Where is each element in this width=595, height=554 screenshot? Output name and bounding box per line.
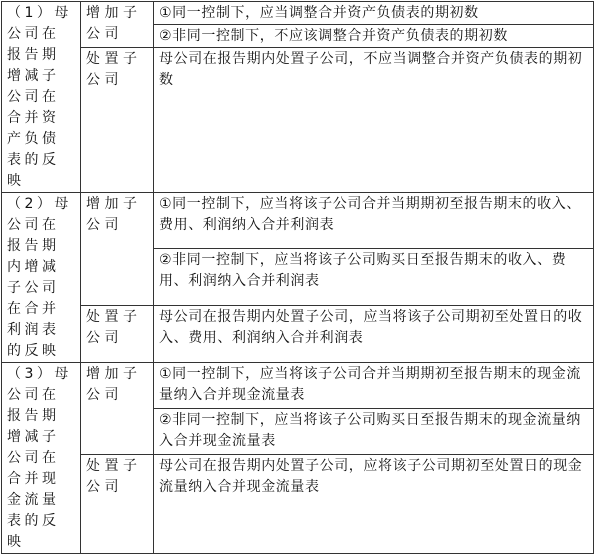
table-row xyxy=(2,193,594,249)
category-cell: （3）母公司在报告期增减子公司在合并现金流量表的反映 xyxy=(2,363,81,554)
rule-cell: ①同一控制下，应当将该子公司合并当期期初至报告期末的收入、费用、利润纳入合并利润表 xyxy=(154,193,594,249)
rule-cell: ①同一控制下，应当调整合并资产负债表的期初数 xyxy=(154,2,594,25)
type-cell: 增加子公司 xyxy=(81,193,154,306)
rule-cell: ①同一控制下，应当将该子公司合并当期期初至报告期末的现金流量纳入合并现金流量表 xyxy=(154,363,594,409)
table-row xyxy=(2,2,594,25)
rule-cell: 母公司在报告期内处置子公司，应将该子公司期初至处置日的现金流量纳入合并现金流量表 xyxy=(154,455,594,554)
rule-cell: ②非同一控制下，应当将该子公司购买日至报告期末的现金流量纳入合并现金流量表 xyxy=(154,409,594,455)
table-row xyxy=(2,455,594,532)
category-cell: （1）母公司在报告期增减子公司在合并资产负债表的反映 xyxy=(2,2,81,193)
rule-cell: 母公司在报告期内处置子公司，不应当调整合并资产负债表的期初数 xyxy=(154,48,594,193)
type-cell: 增加子公司 xyxy=(81,363,154,455)
rule-cell: ②非同一控制下，不应该调整合并资产负债表的期初数 xyxy=(154,25,594,48)
rule-cell: ②非同一控制下，应当将该子公司购买日至报告期末的收入、费用、利润纳入合并利润表 xyxy=(154,248,594,305)
type-cell: 处置子公司 xyxy=(81,305,154,362)
rule-cell: 母公司在报告期内处置子公司，应当将该子公司期初至处置日的收入、费用、利润纳入合并利润表 xyxy=(154,305,594,362)
consolidation-rules-table xyxy=(1,1,594,554)
type-cell: 增加子公司 xyxy=(81,2,154,48)
table-row xyxy=(2,48,594,127)
table-row xyxy=(2,305,594,362)
table-row xyxy=(2,363,594,409)
type-cell: 处置子公司 xyxy=(81,48,154,193)
type-cell: 处置子公司 xyxy=(81,455,154,554)
category-cell: （2）母公司在报告期内增减子公司在合并利润表的反映 xyxy=(2,193,81,363)
